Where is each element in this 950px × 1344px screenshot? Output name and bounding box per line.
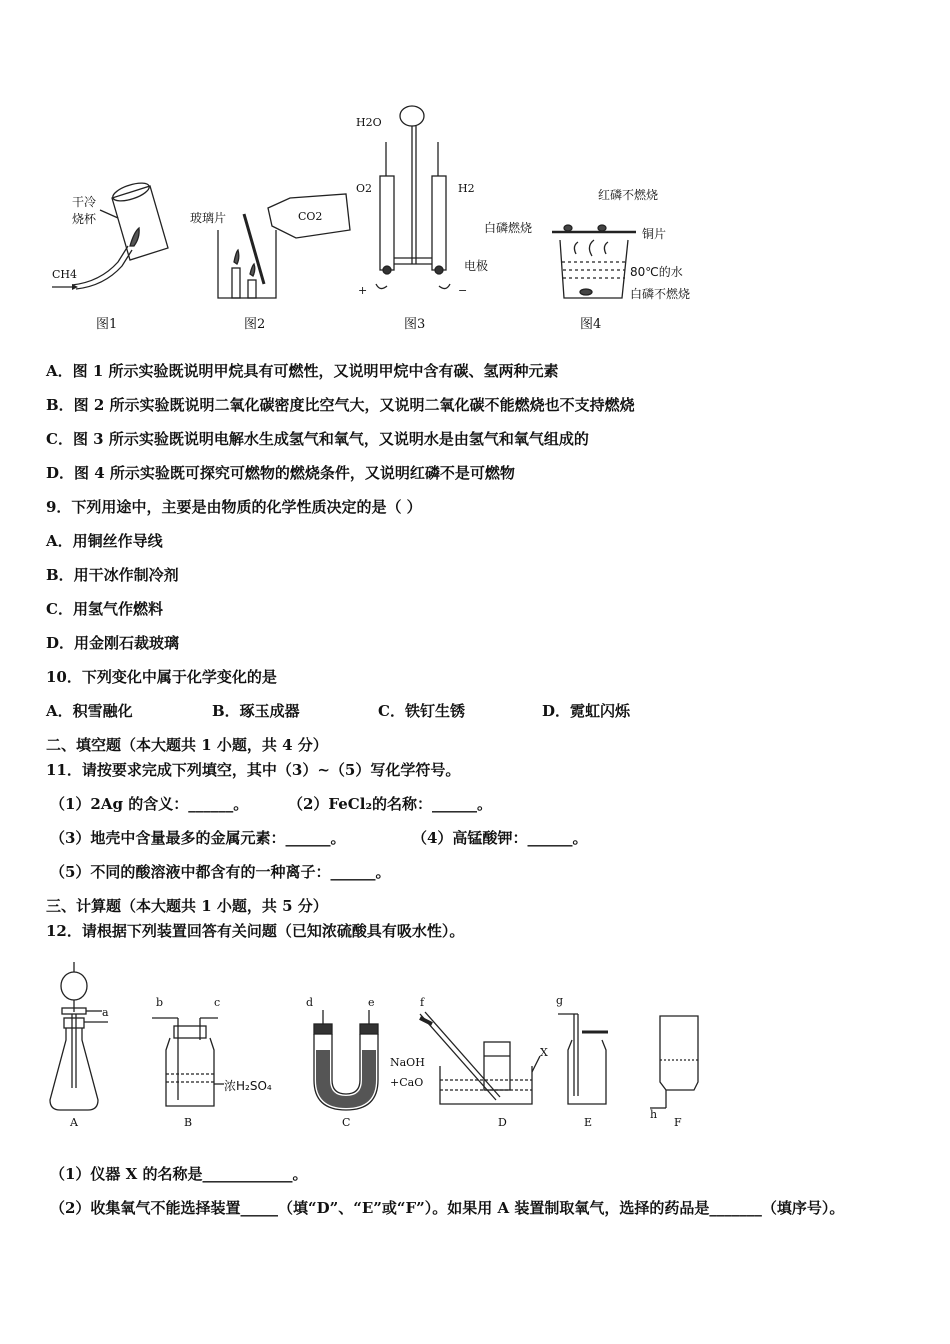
label-cao: +CaO [390,1076,424,1089]
fig3-label-electrode: 电极 [464,259,489,273]
q8-option-d: D．图 4 所示实验既可探究可燃物的燃烧条件，又说明红磷不是可燃物 [46,464,515,482]
q11-part-2: （2）FeCl₂的名称：______。 [288,795,493,813]
label-apparatus-d: D [498,1116,507,1129]
fig3-drawing [376,106,450,289]
fig2-drawing [218,194,350,298]
q8-option-c: C．图 3 所示实验既说明电解水生成氢气和氧气，又说明水是由氢气和氧气组成的 [46,430,589,448]
label-g-port: g [556,994,564,1007]
fig1-caption: 图1 [96,317,118,332]
fig1-label-cup2: 烧杯 [72,212,97,226]
label-apparatus-b: B [184,1116,193,1129]
fig2-caption: 图2 [244,317,266,332]
q11-part-3: （3）地壳中含量最多的金属元素：______。 [50,829,346,847]
q11-part-4: （4）高锰酸钾：______。 [412,829,588,847]
q12-stem: 12．请根据下列装置回答有关问题（已知浓硫酸具有吸水性）。 [46,922,465,940]
label-c-port: c [214,996,221,1009]
fig3-caption: 图3 [404,317,426,332]
q10-stem: 10．下列变化中属于化学变化的是 [46,668,277,686]
top-experiment-figures [0,0,950,340]
fig1-label-cup1: 干冷 [72,195,97,209]
q9-option-d: D．用金刚石裁玻璃 [46,634,180,652]
q8-option-a: A．图 1 所示实验既说明甲烷具有可燃性，又说明甲烷中含有碳、氢两种元素 [46,362,559,380]
fig4-label-white-p-noburn: 白磷不燃烧 [630,287,691,301]
fig2-label-gas: CO2 [298,210,323,223]
apparatus-b-drawing [152,1018,224,1106]
fig4-label-copper: 铜片 [642,227,667,241]
q10-option-c: C．铁钉生锈 [378,702,465,720]
q12-part-2: （2）收集氧气不能选择装置_____（填“D”、“E”或“F”）。如果用 A 装置制取氧气，选择的药品是_______（填序号）。 [50,1199,845,1217]
section-3-heading: 三、计算题（本大题共 1 小题，共 5 分） [46,897,328,915]
q9-stem: 9．下列用途中，主要是由物质的化学性质决定的是（ ） [46,498,422,516]
label-h-port: h [650,1108,658,1121]
label-apparatus-e: E [584,1116,593,1129]
section-2-heading: 二、填空题（本大题共 1 小题，共 4 分） [46,736,328,754]
label-apparatus-f: F [674,1116,682,1129]
fig3-label-water: H2O [356,116,382,129]
fig4-label-water80: 80℃的水 [630,265,683,279]
label-d-port: d [306,996,314,1009]
fig4-label-red-p: 红磷不燃烧 [598,188,659,202]
label-naoh: NaOH [390,1056,425,1069]
q11-stem: 11．请按要求完成下列填空，其中（3）~（5）写化学符号。 [46,761,461,779]
q11-part-5: （5）不同的酸溶液中都含有的一种离子：______。 [50,863,391,881]
label-e-port: e [368,996,375,1009]
label-x: X [540,1046,548,1059]
fig3-label-plus: + [358,284,368,297]
q11-part-1: （1）2Ag 的含义：______。 [50,795,249,813]
q10-option-b: B．琢玉成器 [212,702,300,720]
q9-option-a: A．用铜丝作导线 [46,532,163,550]
label-b-port: b [156,996,164,1009]
fig4-caption: 图4 [580,317,602,332]
q10-option-d: D．霓虹闪烁 [542,702,631,720]
q12-part-1: （1）仪器 X 的名称是____________。 [50,1165,308,1183]
apparatus-c-drawing [314,1010,378,1110]
q9-option-b: B．用干冰作制冷剂 [46,566,179,584]
fig2-label-glass: 玻璃片 [190,211,227,225]
fig3-label-minus: − [458,284,468,297]
label-apparatus-a: A [70,1116,78,1129]
label-acid: 浓H₂SO₄ [224,1079,272,1093]
apparatus-e-drawing [558,1014,608,1104]
apparatus-d-drawing [420,1012,540,1104]
fig1-label-gas: CH4 [52,268,78,281]
label-f-port: f [420,996,425,1009]
apparatus-a-drawing [50,962,108,1110]
apparatus-f-drawing [650,1016,698,1108]
label-a-port: a [102,1006,109,1019]
fig3-label-o2: O2 [356,182,373,195]
label-apparatus-c: C [342,1116,351,1129]
q10-option-a: A．积雪融化 [46,702,133,720]
fig3-label-h2: H2 [458,182,475,195]
fig4-label-white-p-burn: 白磷燃烧 [484,221,533,235]
q9-option-c: C．用氢气作燃料 [46,600,163,618]
fig4-drawing [552,225,636,298]
q8-option-b: B．图 2 所示实验既说明二氧化碳密度比空气大，又说明二氧化碳不能燃烧也不支持燃烧 [46,396,635,414]
